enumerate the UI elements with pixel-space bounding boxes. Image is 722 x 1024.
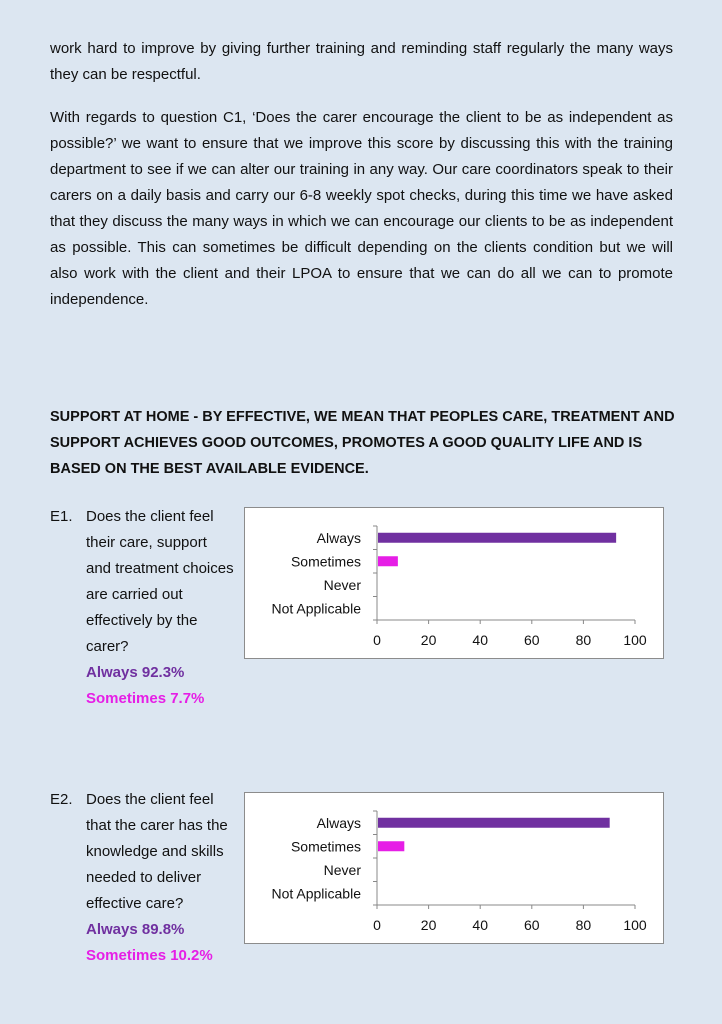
x-tick-label: 40 bbox=[472, 917, 488, 933]
chart-e2 bbox=[244, 792, 664, 944]
bar-always bbox=[378, 818, 610, 828]
category-label: Always bbox=[316, 529, 361, 546]
x-tick-label: 60 bbox=[524, 632, 540, 648]
category-label: Sometimes bbox=[290, 553, 361, 570]
x-tick-label: 100 bbox=[623, 632, 647, 648]
paragraph-2: With regards to question C1, ‘Does the carer encourage the client to be as independent as possible?’ we want to ensure that we improve this score by discussing this with the training department to see if we can alter our training in any way. Our care coordinators speak to their carers on a daily basis and carry our 6-8 weekly spot checks, during this time we have asked that they discuss the many ways in which we can encourage our clients to be as independent as possible. This can sometimes be difficult depending on the clients condition but we will also work with the client and their LPOA to ensure that we can do all we can to promote independence. bbox=[50, 109, 673, 308]
bar-sometimes bbox=[378, 556, 398, 566]
category-label: Never bbox=[323, 861, 361, 878]
category-label: Not Applicable bbox=[271, 600, 361, 617]
chart-e2-svg bbox=[245, 793, 665, 945]
always-percentage: Always 89.8% bbox=[86, 921, 185, 938]
bar-always bbox=[378, 533, 616, 543]
x-tick-label: 20 bbox=[420, 917, 437, 933]
chart-e1 bbox=[244, 507, 664, 659]
chart-e1-svg bbox=[245, 508, 665, 660]
section-heading: SUPPORT AT HOME - BY EFFECTIVE, WE MEAN THAT PEOPLES CARE, TREATMENT AND SUPPORT ACHIEVES GOOD OUTCOMES, PROMOTES A GOOD QUALITY LIFE AND IS BASED ON THE BEST AVAILABLE EVIDENCE. bbox=[50, 409, 675, 477]
x-tick-label: 20 bbox=[420, 632, 437, 648]
category-label: Not Applicable bbox=[271, 885, 361, 902]
question-number: E2. bbox=[50, 791, 73, 808]
always-percentage: Always 92.3% bbox=[86, 664, 185, 681]
category-label: Always bbox=[316, 814, 361, 831]
paragraph-1: work hard to improve by giving further training and reminding staff regularly the many ways they can be respectful. bbox=[50, 40, 673, 83]
x-tick-label: 80 bbox=[575, 632, 592, 648]
sometimes-percentage: Sometimes 7.7% bbox=[86, 690, 205, 707]
category-label: Sometimes bbox=[290, 838, 361, 855]
question-number: E1. bbox=[50, 508, 73, 525]
category-label: Never bbox=[323, 576, 361, 593]
question-text: Does the client feel that the carer has the knowledge and skills needed to deliver effective care? bbox=[86, 791, 228, 912]
x-tick-label: 100 bbox=[623, 917, 647, 933]
sometimes-percentage: Sometimes 10.2% bbox=[86, 947, 213, 964]
question-text: Does the client feel their care, support and treatment choices are carried out effectively by the carer? bbox=[86, 508, 234, 655]
x-tick-label: 0 bbox=[373, 632, 381, 648]
x-tick-label: 80 bbox=[575, 917, 592, 933]
x-tick-label: 0 bbox=[373, 917, 381, 933]
bar-sometimes bbox=[378, 841, 404, 851]
x-tick-label: 40 bbox=[472, 632, 488, 648]
x-tick-label: 60 bbox=[524, 917, 540, 933]
